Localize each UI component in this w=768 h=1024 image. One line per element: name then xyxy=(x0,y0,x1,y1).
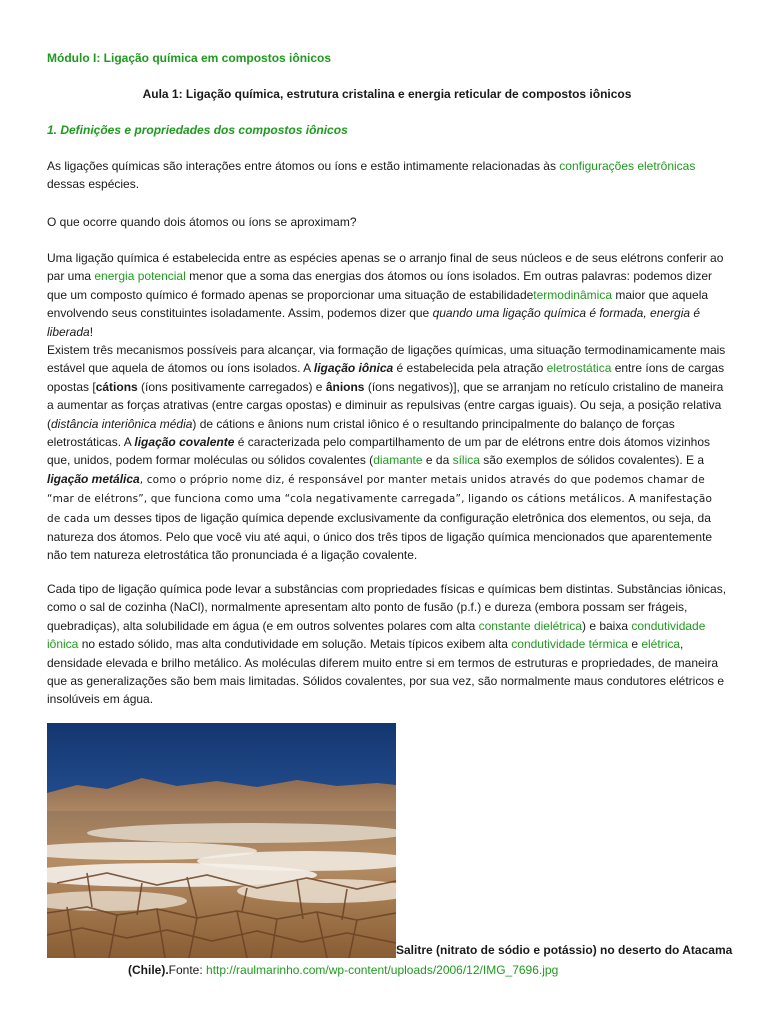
section-title: 1. Definições e propriedades dos compostos iônicos xyxy=(47,123,348,137)
photo-caption-source xyxy=(128,963,558,977)
module-title: Módulo I: Ligação química em compostos iônicos xyxy=(47,51,332,65)
text-run: desses tipos de ligação química depende exclusivamente da configuração eletrônica dos elementos, ou seja, da natureza dos átomos. Pelo que você viu até aqui, o único dos três tipos de ligação química mencionados que aparentemente não tem natureza eletrostática tão pronunciada é a ligação covalente. xyxy=(47,510,713,563)
source-label: Fonte: xyxy=(168,963,207,977)
term-anions: ânions xyxy=(325,379,365,394)
link-condutividade-ionica[interactable]: condutividade iônica xyxy=(47,618,706,652)
text-run: , densidade elevada e brilho metálico. As moléculas diferem muito entre si em termos de estruturas e propriedades, de maneira que as generalizações são bem mais limitadas. Sólidos covalentes, por sua vez, são normalmente maus condutores elétricos e insolúveis em água. xyxy=(47,637,725,707)
text-run: e da xyxy=(422,453,453,468)
photo-caption: Salitre (nitrato de sódio e potássio) no deserto do Atacama xyxy=(396,943,733,957)
text-run: menor que a soma das energias dos átomos ou íons isolados. Em outras palavras: podemos dizer que um composto químico é formado apenas se proporcionar uma situação de estabilidade xyxy=(47,269,713,302)
desert-salt-flat-photo xyxy=(47,723,396,958)
paragraph-intro xyxy=(47,157,727,194)
term-ligacao-covalente: ligação covalente xyxy=(134,435,235,450)
text-run: Uma ligação química é estabelecida entre as espécies apenas se o arranjo final de seus núcleos e de seus elétrons conferir ao par uma xyxy=(47,251,724,284)
source-url-link[interactable]: http://raulmarinho.com/wp-content/uploads/2006/12/IMG_7696.jpg xyxy=(206,963,559,977)
text-run: ) de cátions e ânions num cristal iônico é o resultando principalmente do balanço de forças eletrostáticas. A xyxy=(47,416,675,450)
text-run: ! xyxy=(89,324,94,339)
term-ligacao-metalica: ligação metálica xyxy=(47,471,140,486)
text-run: Cada tipo de ligação química pode levar a substâncias com propriedades físicas e químicas bem distintas. Substâncias iônicas, como o sal de cozinha (NaCl), normalmente apresentam alto ponto de fusão (p.f.) e dureza (embora possam ser frágeis, quebradiças), alta solubilidade em água (e em outros solventes polares com alta xyxy=(47,582,727,633)
emphasis-text: distância interiônica média xyxy=(51,416,193,431)
link-eletrostatica[interactable]: eletrostática xyxy=(546,361,612,376)
link-eletrica[interactable]: elétrica xyxy=(641,637,681,652)
link-energia-potencial[interactable]: energia potencial xyxy=(94,269,186,284)
paragraph-question: O que ocorre quando dois átomos ou íons se aproximam? xyxy=(47,215,357,229)
paragraph-mechanisms xyxy=(47,341,727,565)
lesson-title: Aula 1: Ligação química, estrutura cristalina e energia reticular de compostos iônicos xyxy=(142,87,632,101)
text-run: entre íons de cargas opostas [ xyxy=(47,361,725,394)
text-run: (íons negativos)], que se arranjam no retículo cristalino de maneira a aumentar as forças atrativas (entre cargas opostas) e diminuir as repulsivas (entre cargas iguais). Ou seja, a posição relativa ( xyxy=(47,379,724,431)
link-silica[interactable]: sílica xyxy=(452,453,480,468)
text-run: e xyxy=(628,637,642,652)
text-run: Existem três mecanismos possíveis para alcançar, via formação de ligações químicas, uma situação termodinamicamente mais estável que aquela de átomos ou íons isolados. A xyxy=(47,343,726,376)
text-run: é caracterizada pelo compartilhamento de um par de elétrons entre dois átomos vizinhos que, unidos, podem formar moléculas ou sólidos covalentes ( xyxy=(47,435,711,468)
text-run: ) e baixa xyxy=(581,618,632,633)
link-termodinamica[interactable]: termodinâmica xyxy=(533,287,612,302)
text-run: dessas espécies. xyxy=(47,177,140,192)
term-cations: cátions xyxy=(95,379,138,394)
term-ligacao-ionica: ligação iônica xyxy=(313,361,394,376)
text-run: (íons positivamente carregados) e xyxy=(137,379,326,394)
text-run: maior que aquela envolvendo seus constituintes isoladamente. Assim, podemos dizer que xyxy=(47,287,709,321)
text-run: são exemplos de sólidos covalentes). E a xyxy=(479,453,705,468)
paragraph-definition xyxy=(47,249,727,341)
link-configuracoes-eletronicas[interactable]: configurações eletrônicas xyxy=(559,159,696,173)
text-run: no estado sólido, mas alta condutividade em solução. Metais típicos exibem alta xyxy=(78,637,512,652)
text-run: é estabelecida pela atração xyxy=(393,361,547,376)
text-run: As ligações químicas são interações entre átomos ou íons e estão intimamente relacionadas às xyxy=(47,159,560,173)
link-condutividade-termica[interactable]: condutividade térmica xyxy=(511,637,628,652)
emphasis-text: quando uma ligação química é formada, energia é liberada xyxy=(47,306,701,339)
link-constante-dieletrica[interactable]: constante dielétrica xyxy=(478,618,582,633)
link-diamante[interactable]: diamante xyxy=(373,453,423,468)
text-run: , como o próprio nome diz, é responsável por manter metais unidos através do que podemos chamar de “mar de elétrons”, que funciona como uma “cola negativamente carregada”, ligando os cátions metálicos. A manifestação de cada um xyxy=(47,473,713,525)
paragraph-properties xyxy=(47,580,727,709)
caption-country: (Chile). xyxy=(128,963,169,977)
